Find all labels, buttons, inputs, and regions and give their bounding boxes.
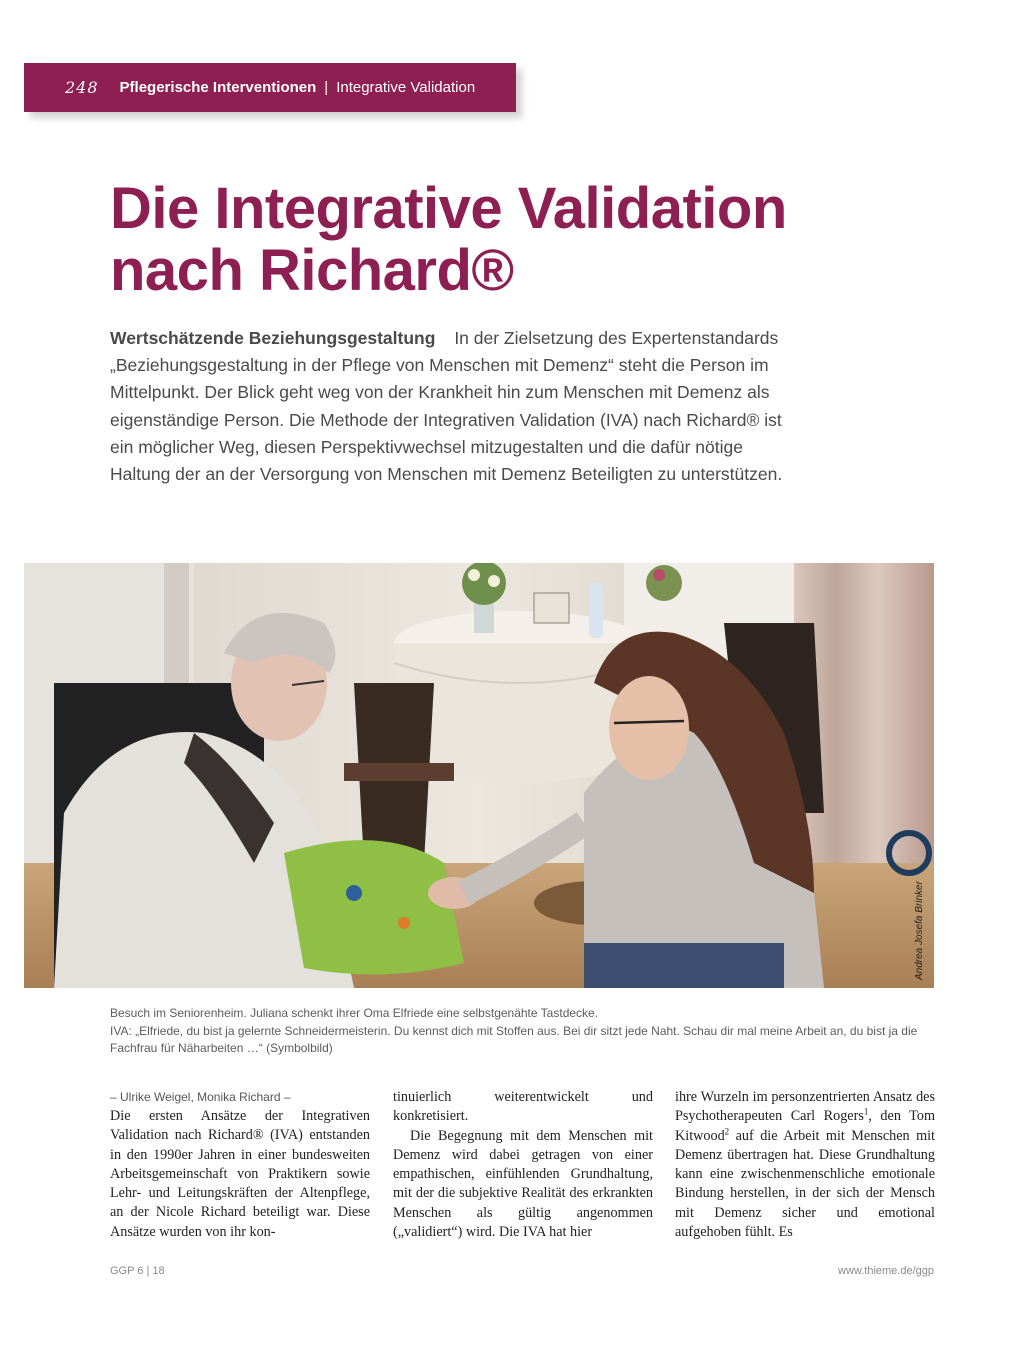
text-column-2	[393, 1088, 653, 1242]
photo-illustration	[24, 563, 934, 988]
caption-line-2: IVA: „Elfriede, du bist ja gelernte Schneidermeisterin. Du kennst dich mit Stoffen aus. Bei dir sitzt jede Naht. Schau dir mal meine Arbeit an, du bist ja die Fachfrau für Näharbeiten …“ (Symbolbild)	[110, 1023, 918, 1055]
article-headline	[110, 178, 870, 302]
footnote-ref[interactable]: 1	[863, 1106, 869, 1117]
lead-paragraph	[110, 325, 800, 488]
lead-kicker: Wertschätzende Beziehungsgestaltung	[110, 328, 436, 348]
subsection-title: Integrative Validation	[336, 79, 476, 96]
text-column-3	[675, 1088, 935, 1242]
photo-caption	[110, 1005, 940, 1058]
body-text: , den Tom Kitwood	[675, 1108, 935, 1144]
footer-url[interactable]: www.thieme.de/ggp	[838, 1265, 934, 1277]
article-photo	[24, 563, 934, 988]
lead-text: In der Zielsetzung des Expertenstandards „Beziehungsgestaltung in der Pflege von Menschen mit Demenz“ steht die Person im Mittelpunkt. Der Blick geht weg von der Krankheit hin zum Menschen mit Demenz als eigenständige Person. Die Methode der Integrativen Validation (IVA) nach Richard® ist ein möglicher Weg, diesen Perspektivwechsel mitzugestalten und die dafür nötige Haltung der an der Versorgung von Menschen mit Demenz Beteiligten zu unterstützen.	[110, 328, 783, 485]
headline-line-2: nach Richard®	[110, 238, 514, 303]
body-text: ihre Wurzeln im personzentrierten Ansatz des Psychotherapeuten Carl Rogers	[675, 1089, 935, 1125]
footer-issue: GGP 6 | 18	[110, 1265, 165, 1277]
page-number: 248	[65, 78, 99, 97]
section-header-bar	[24, 63, 516, 112]
author-byline: – Ulrike Weigel, Monika Richard –	[110, 1090, 291, 1104]
caption-line-1: Besuch im Seniorenheim. Juliana schenkt ihrer Oma Elfriede eine selbstgenähte Tastdecke.	[110, 1006, 599, 1020]
header-separator: |	[324, 79, 329, 96]
body-paragraph: Die Begegnung mit dem Menschen mit Demenz wird dabei getragen von einer empathischen, einfühlenden Grundhaltung, mit der die subjektive Realität des erkrankten Menschen als gültig angenommen („validiert“) wird. Die IVA hat hier	[393, 1127, 653, 1241]
body-paragraph: tinuierlich weiterentwickelt und konkretisiert.	[393, 1089, 653, 1125]
body-text: auf die Arbeit mit Menschen mit Demenz übertragen hat. Diese Grundhaltung kann eine zwischenmenschliche emotionale Bindung herstellen, in der sich der Mensch mit Demenz sicher und emotional aufgehoben fühlt. Es	[675, 1127, 935, 1241]
footnote-ref[interactable]: 2	[724, 1125, 730, 1136]
text-column-1	[110, 1088, 370, 1242]
headline-line-1: Die Integrative Validation	[110, 176, 787, 241]
body-paragraph: Die ersten Ansätze der Integrativen Validation nach Richard® (IVA) entstanden in den 1990er Jahren in einer bundesweiten Arbeitsgemeinschaft von Praktikern sowie Lehr- und Leitungskräften der Altenpflege, an der Nicole Richard beteiligt war. Diese Ansätze wurden von ihr kon-	[110, 1108, 370, 1240]
section-title: Pflegerische Interventionen	[119, 79, 317, 96]
body-paragraph	[675, 1088, 935, 1242]
photo-credit: Andrea Josefa Brinker	[914, 881, 925, 980]
